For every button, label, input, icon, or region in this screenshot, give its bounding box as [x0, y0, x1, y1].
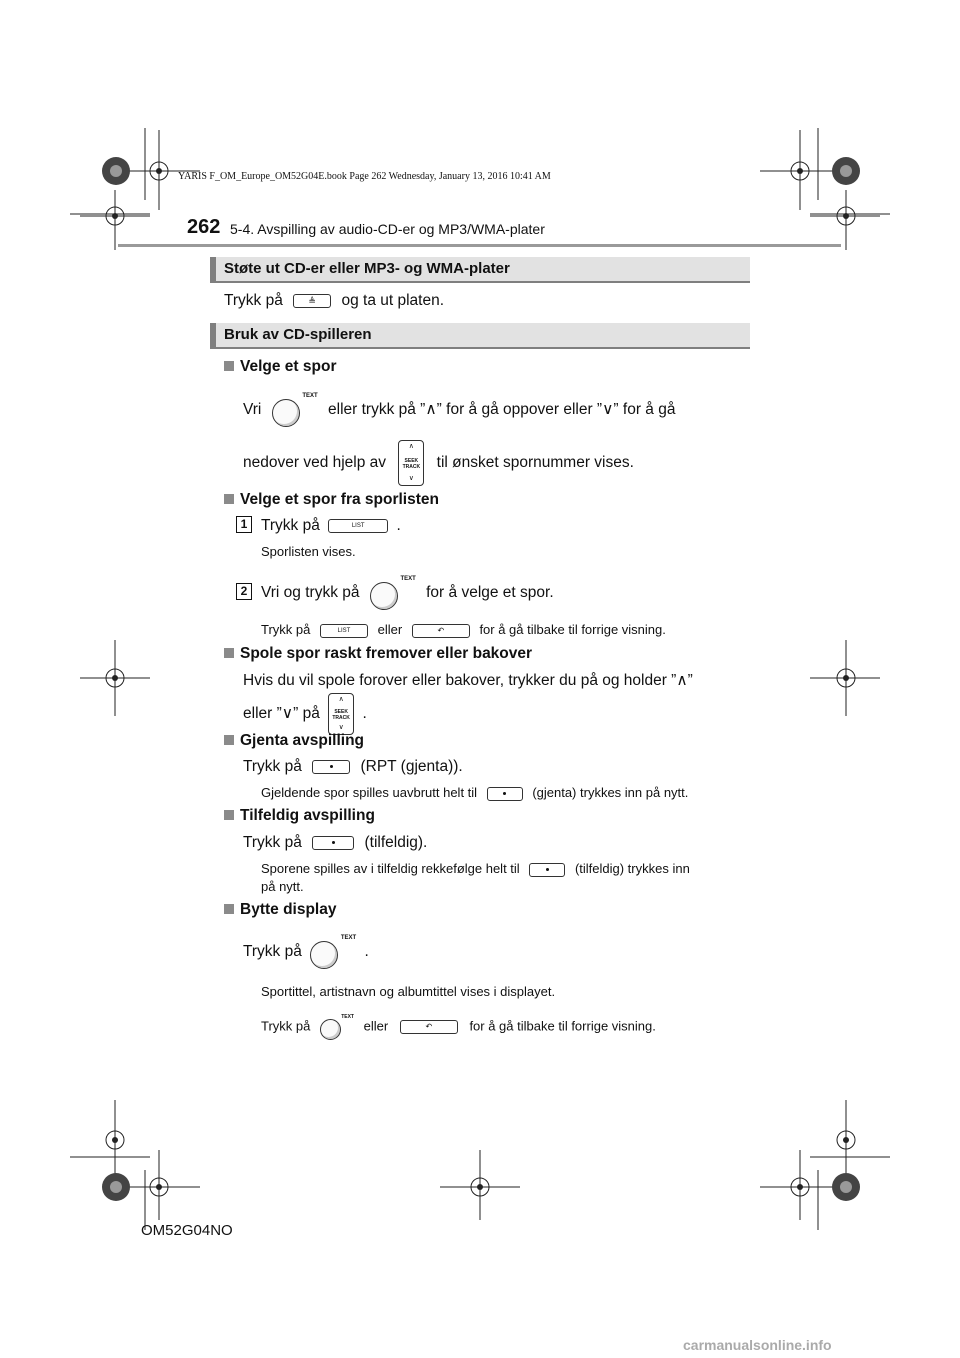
display-back: Trykk på TEXT eller ↶ for å gå tilbake til forrige visning.: [261, 1014, 656, 1040]
back-button-icon: ↶: [400, 1020, 458, 1034]
square-bullet-icon: [224, 904, 234, 914]
square-bullet-icon: [224, 735, 234, 745]
heading-fast-forward: Spole spor raskt fremover eller bakover: [224, 645, 532, 663]
random-note-cont: på nytt.: [261, 879, 304, 894]
preset-button-icon: [312, 836, 354, 850]
repeat-note: Gjeldende spor spilles uavbrutt helt til (gjenta) trykkes inn på nytt.: [261, 785, 689, 800]
watermark: carmanualsonline.info: [683, 1337, 832, 1353]
book-info: YARIS F_OM_Europe_OM52G04E.book Page 262 Wednesday, January 13, 2016 10:41 AM: [178, 171, 551, 182]
seek-track-button-icon: ∧ SEEK TRACK ∨: [398, 440, 424, 486]
display-note: Sportittel, artistnavn og albumtittel vises i displayet.: [261, 984, 556, 999]
track-list-step2: Vri og trykk på TEXT for å velge et spor.: [261, 576, 554, 610]
list-button-icon: LIST: [320, 624, 368, 638]
random-note: Sporene spilles av i tilfeldig rekkefølge helt til (tilfeldig) trykkes inn: [261, 861, 690, 876]
eject-instruction: Trykk på ≜ og ta ut platen.: [224, 292, 445, 309]
list-button-icon: LIST: [328, 519, 388, 533]
repeat-line: Trykk på (RPT (gjenta)).: [243, 758, 463, 775]
square-bullet-icon: [224, 361, 234, 371]
square-bullet-icon: [224, 810, 234, 820]
section-bar-cd: [210, 323, 750, 349]
fast-forward-line1: Hvis du vil spole forover eller bakover, trykker du på og holder ”∧”: [243, 672, 693, 689]
preset-button-icon: [487, 787, 523, 801]
seek-track-button-icon: ∧ SEEK TRACK ∨: [328, 693, 354, 735]
step-number-2: 2: [236, 583, 252, 600]
tune-knob-icon: TEXT: [320, 1014, 354, 1040]
back-button-icon: ↶: [412, 624, 470, 638]
display-line: Trykk på TEXT .: [243, 935, 369, 969]
section-title-cd: Bruk av CD-spilleren: [224, 326, 372, 343]
heading-display: Bytte display: [224, 901, 336, 919]
step-number-1: 1: [236, 516, 252, 533]
random-line: Trykk på (tilfeldig).: [243, 834, 428, 851]
select-track-line2: nedover ved hjelp av ∧ SEEK TRACK ∨ til ønsket spornummer vises.: [243, 440, 634, 486]
section-bar-eject: [210, 257, 750, 283]
chapter-title: 5-4. Avspilling av audio-CD-er og MP3/WMA-plater: [230, 221, 545, 237]
heading-select-track: Velge et spor: [224, 358, 336, 376]
square-bullet-icon: [224, 494, 234, 504]
eject-button-icon: ≜: [293, 294, 331, 308]
select-track-line1: Vri TEXT eller trykk på ”∧” for å gå oppover eller ”∨” for å gå: [243, 393, 746, 427]
tune-knob-icon: TEXT: [370, 576, 416, 610]
header-rule: [118, 244, 841, 247]
square-bullet-icon: [224, 648, 234, 658]
footer-code: OM52G04NO: [141, 1222, 233, 1239]
preset-button-icon: [529, 863, 565, 877]
track-list-back: Trykk på LIST eller ↶ for å gå tilbake til forrige visning.: [261, 622, 666, 637]
heading-track-list: Velge et spor fra sporlisten: [224, 491, 439, 509]
preset-button-icon: [312, 760, 350, 774]
page-number: 262: [187, 216, 221, 238]
fast-forward-line2: eller ”∨” på ∧ SEEK TRACK ∨ .: [243, 693, 367, 735]
track-list-note: Sporlisten vises.: [261, 544, 356, 559]
heading-repeat: Gjenta avspilling: [224, 732, 364, 750]
tune-knob-icon: TEXT: [310, 935, 356, 969]
section-title-eject: Støte ut CD-er eller MP3- og WMA-plater: [224, 260, 510, 277]
track-list-step1: Trykk på LIST .: [261, 517, 401, 534]
heading-random: Tilfeldig avspilling: [224, 807, 375, 825]
tune-knob-icon: TEXT: [272, 393, 318, 427]
